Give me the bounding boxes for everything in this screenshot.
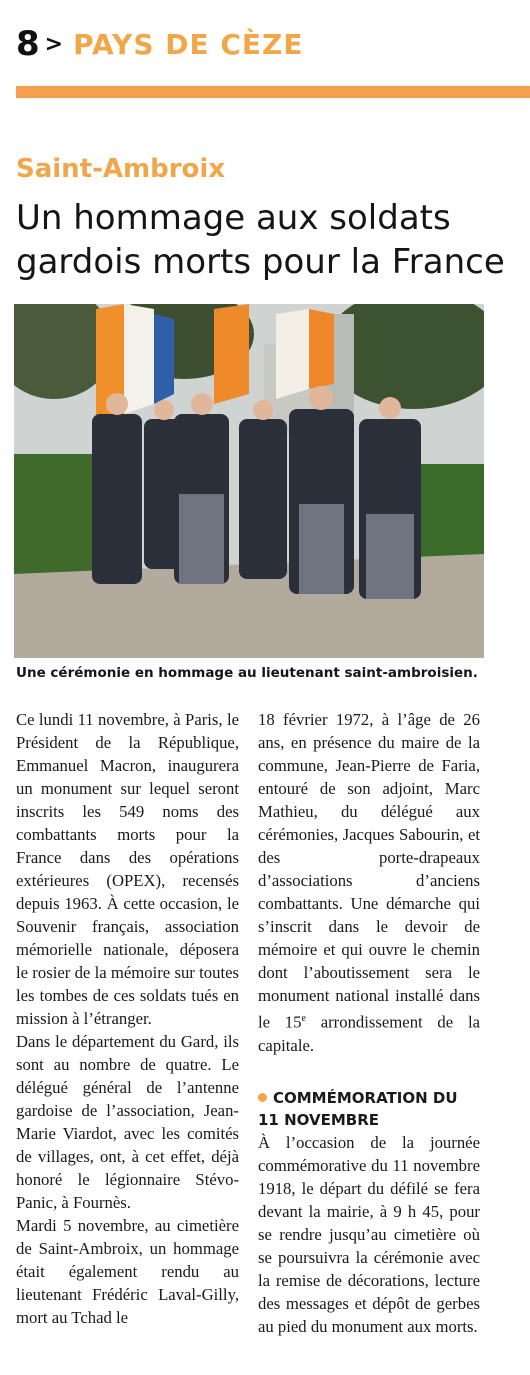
page-number: 8 [16,24,39,64]
article-column-1 [16,708,239,1329]
section-title: PAYS DE CÈZE [73,27,304,61]
header-rule [16,86,530,98]
paragraph [258,708,480,1057]
paragraph: Mardi 5 novembre, au cimetière de Saint-Ambroix, un hommage était également rendu au lieutenant Frédéric Laval-Gilly, mort au Tchad le [16,1216,239,1327]
article-kicker: Saint-Ambroix [16,154,226,184]
photo-caption: Une cérémonie en hommage au lieutenant saint-ambroisien. [16,665,478,681]
chevron-right-icon: > [44,31,64,57]
headline-line-2: gardois morts pour la France [16,242,505,282]
page-header [16,22,303,66]
paragraph: À l’occasion de la journée commémorative du 11 novembre 1918, le départ du défilé se fera devant la mairie, à 9 h 45, pour se rendre jusqu’au cimetière où se poursuivra la cérémonie avec la remise de décorations, lecture des messages et dépôt de gerbes au pied du monument aux morts. [258,1132,480,1336]
subheading-text: COMMÉMORATION DU 11 NOVEMBRE [258,1088,458,1129]
subheading [258,1087,480,1131]
paragraph-text-end: arrondissement de la capitale. [258,1012,480,1055]
ordinal-suffix: e [301,1013,306,1024]
article-column-2 [258,708,480,1338]
paragraph: Ce lundi 11 novembre, à Paris, le Président de la République, Emmanuel Macron, inaugurera un monument sur lequel seront inscrits les 549 noms des combattants morts pour la France dans des opérations extérieures (OPEX), recensés depuis 1963. À cette occasion, le Souvenir français, association mémorielle nationale, déposera le rosier de la mémoire sur toutes les tombes de ces soldats tués en mission à l’étranger. [16,710,239,1028]
paragraph-text: 18 février 1972, à l’âge de 26 ans, en présence du maire de la commune, Jean-Pierre de Faria, entouré de son adjoint, Marc Mathieu, du délégué aux cérémonies, Jacques Sabourin, et des porte-drapeaux d’associations d’anciens combattants. Une démarche qui s’inscrit dans le devoir de mémoire et qui ouvre le chemin dont l’aboutissement sera le monument national installé dans le 15 [258,710,480,1032]
paragraph: Dans le département du Gard, ils sont au nombre de quatre. Le délégué général de l’antenne gardoise de l’association, Jean-Marie Viardot, avec les comités de villages, ont, à cet effet, déjà honoré le légionnaire Stévo-Panic, à Fournès. [16,1032,239,1212]
article-headline [16,196,516,284]
headline-line-1: Un hommage aux soldats [16,198,451,238]
ceremony-photo [14,304,484,658]
bullet-dot-icon [258,1093,267,1102]
